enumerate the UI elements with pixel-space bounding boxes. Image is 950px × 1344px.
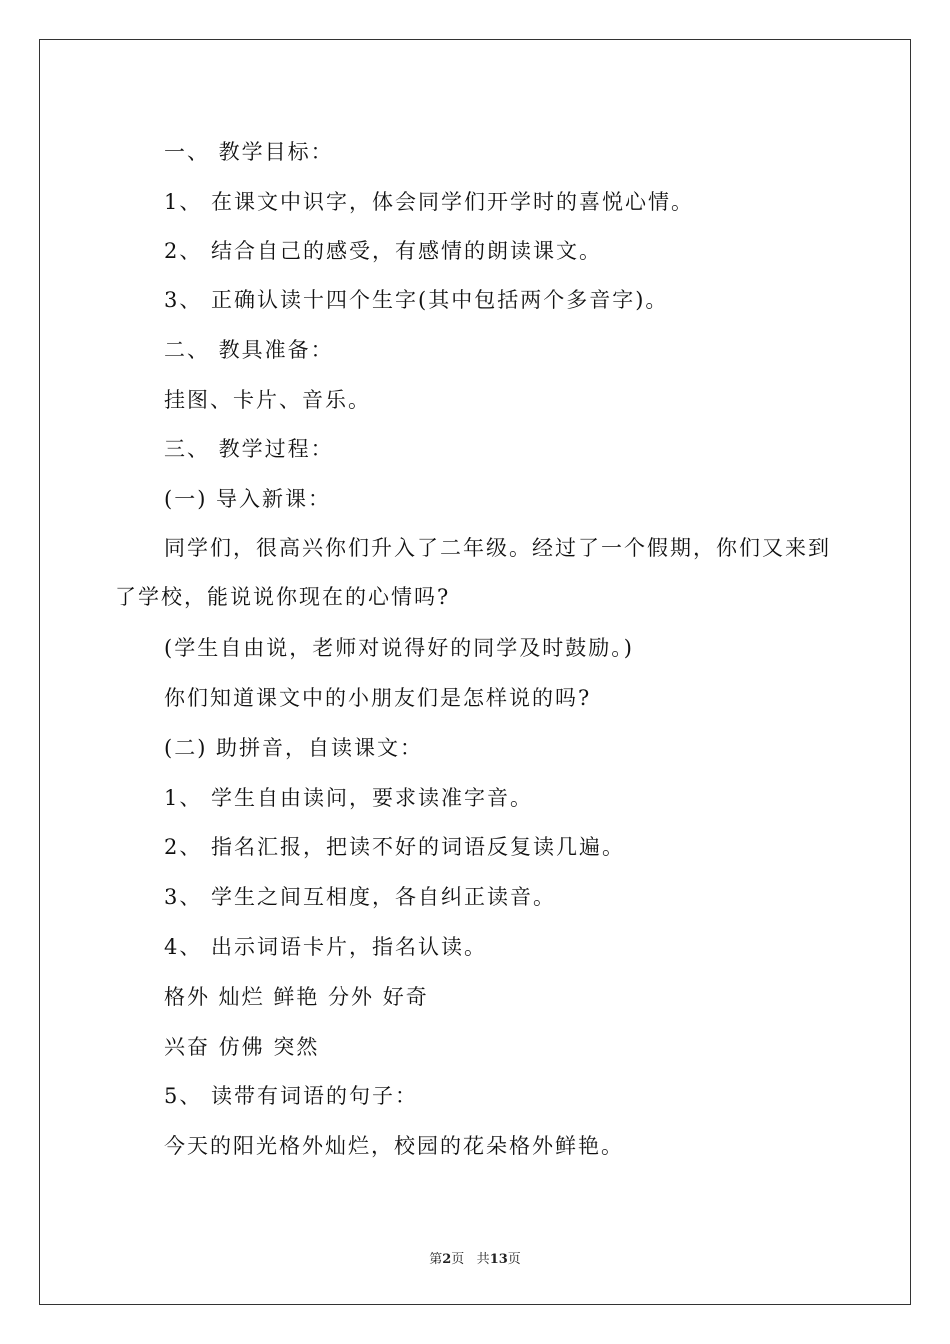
objective-item: 1、 在课文中识字，体会同学们开学时的喜悦心情。 (164, 190, 695, 214)
objective-item: 3、 正确认读十四个生字(其中包括两个多音字)。 (164, 288, 669, 312)
materials-text: 挂图、卡片、音乐。 (164, 388, 371, 412)
section-heading-objectives: 一、 教学目标： (164, 140, 334, 164)
footer-prefix: 第 (429, 1252, 443, 1267)
footer-page-suffix: 页 (451, 1252, 465, 1267)
footer-total-pages: 13 (489, 1252, 508, 1267)
footer-total-prefix: 共 (476, 1252, 490, 1267)
step-item: 2、 指名汇报，把读不好的词语反复读几遍。 (164, 835, 626, 859)
step-item: 4、 出示词语卡片，指名认读。 (164, 935, 488, 959)
step-item: 5、 读带有词语的句子： (164, 1084, 419, 1108)
step-item: 1、 学生自由读问，要求读准字音。 (164, 786, 534, 810)
objective-item: 2、 结合自己的感受，有感情的朗读课文。 (164, 239, 603, 263)
subsection-heading: (二) 助拼音，自读课文： (164, 736, 424, 760)
word-list: 格外 灿烂 鲜艳 分外 好奇 (164, 985, 429, 1009)
paragraph-intro: 同学们，很高兴你们升入了二年级。经过了一个假期，你们又来到了学校，能说说你现在的心情吗? (115, 536, 831, 609)
word-list: 兴奋 仿佛 突然 (164, 1035, 320, 1059)
example-sentence: 今天的阳光格外灿烂，校园的花朵格外鲜艳。 (164, 1134, 624, 1158)
subsection-heading: (一) 导入新课： (164, 487, 332, 511)
paragraph-question: 你们知道课文中的小朋友们是怎样说的吗? (164, 686, 592, 710)
paragraph-note: (学生自由说，老师对说得好的同学及时鼓励。) (164, 636, 634, 660)
footer-page-number: 2 (442, 1252, 452, 1267)
section-heading-process: 三、 教学过程： (164, 437, 334, 461)
step-item: 3、 学生之间互相度，各自纠正读音。 (164, 885, 557, 909)
section-heading-materials: 二、 教具准备： (164, 338, 334, 362)
page-footer (0, 1248, 950, 1267)
footer-total-suffix: 页 (507, 1252, 521, 1267)
